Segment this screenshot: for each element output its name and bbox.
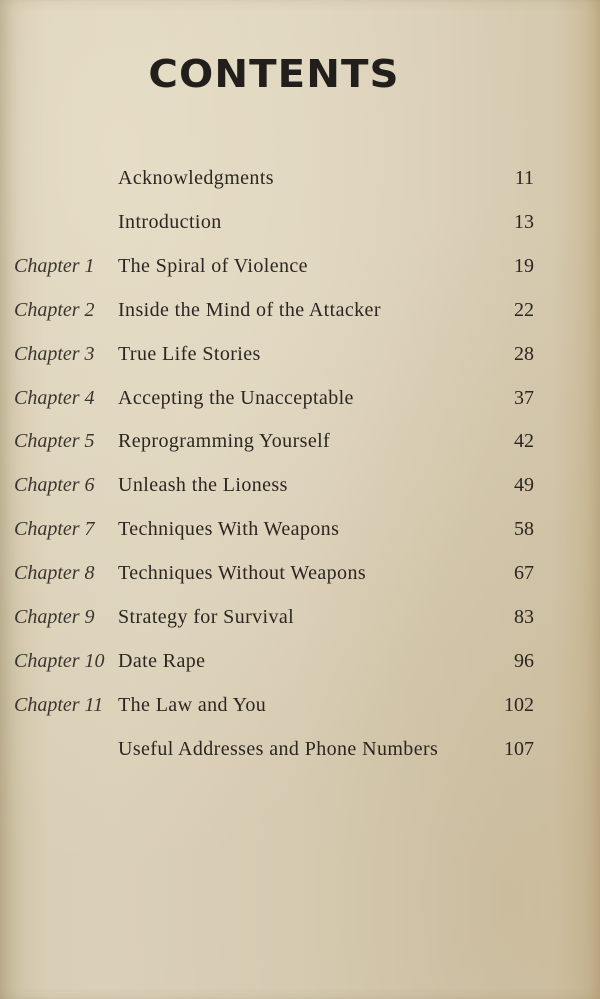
toc-entry (0, 343, 600, 373)
entry-title: Useful Addresses and Phone Numbers (118, 737, 439, 760)
entry-title: Unleash the Lioness (118, 474, 288, 497)
toc-entry (0, 430, 600, 460)
page-number: 42 (514, 430, 534, 453)
entry-title: True Life Stories (118, 342, 261, 365)
page-title: CONTENTS (148, 52, 400, 96)
entry-title: Techniques With Weapons (118, 518, 340, 541)
entry-title: The Law and You (118, 693, 267, 716)
entry-title: Accepting the Unacceptable (118, 386, 354, 409)
toc-entry (0, 255, 600, 285)
chapter-label: Chapter 6 (14, 474, 95, 497)
entry-title: Techniques Without Weapons (118, 562, 367, 585)
entry-title: Date Rape (118, 649, 206, 672)
entry-title: Strategy for Survival (118, 606, 295, 628)
toc-entry (0, 738, 600, 768)
toc-entry (0, 694, 600, 724)
toc-entry (0, 387, 600, 417)
toc-entry (0, 650, 600, 680)
page-number: 83 (514, 606, 534, 628)
page-number: 22 (514, 298, 534, 321)
chapter-label: Chapter 8 (14, 562, 95, 585)
chapter-label: Chapter 5 (14, 430, 95, 453)
chapter-label: Chapter 10 (14, 649, 105, 672)
chapter-label: Chapter 11 (14, 693, 104, 716)
chapter-label: Chapter 1 (14, 254, 95, 277)
toc-entry (0, 167, 600, 197)
toc-entry (0, 211, 600, 241)
toc-entry (0, 299, 600, 329)
page-number: 19 (514, 254, 534, 277)
toc-entry (0, 606, 600, 636)
entry-title: Introduction (118, 210, 222, 233)
page-number: 11 (514, 167, 534, 189)
page-number: 107 (504, 737, 534, 760)
page-number: 13 (514, 210, 534, 233)
chapter-label: Chapter 2 (14, 298, 95, 321)
page-number: 102 (504, 693, 534, 716)
entry-title: Acknowledgments (118, 167, 274, 189)
page-number: 58 (514, 518, 534, 541)
chapter-label: Chapter 4 (14, 386, 95, 409)
entry-title: Reprogramming Yourself (118, 430, 331, 453)
entry-title: Inside the Mind of the Attacker (118, 298, 381, 321)
page-number: 28 (514, 342, 534, 365)
toc-entry (0, 562, 600, 592)
page-number: 37 (514, 386, 534, 409)
page-number: 96 (514, 649, 534, 672)
chapter-label: Chapter 3 (14, 342, 95, 365)
page-number: 49 (514, 474, 534, 497)
page-number: 67 (514, 562, 534, 585)
toc-entry (0, 518, 600, 548)
chapter-label: Chapter 7 (14, 518, 95, 541)
chapter-label: Chapter 9 (14, 606, 95, 628)
entry-title: The Spiral of Violence (118, 254, 308, 277)
toc-entry (0, 474, 600, 504)
